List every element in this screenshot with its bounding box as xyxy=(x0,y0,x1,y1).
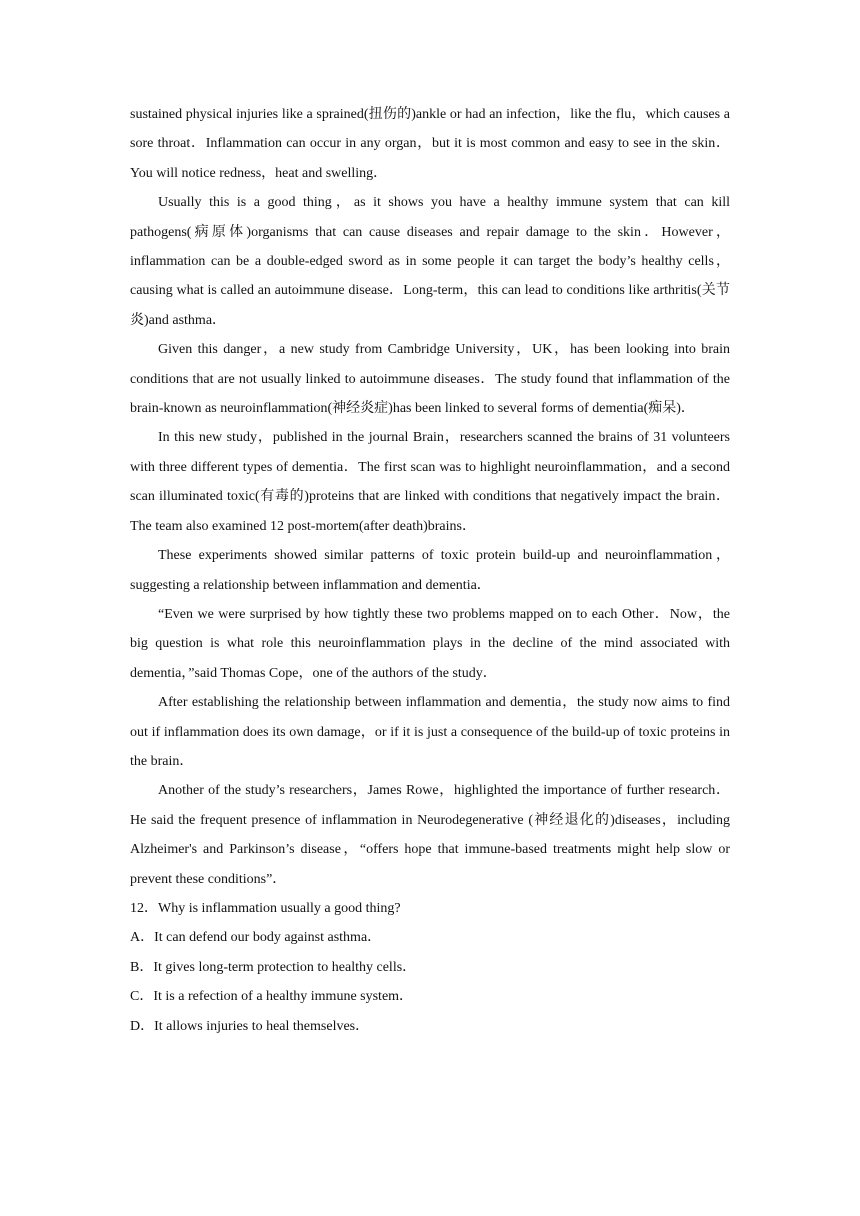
paragraph-6: “Even we were surprised by how tightly these two problems mapped on to each Other．Now，the big question is what role this neuroinflammation plays in the decline of the mind associated with dementia，”said Thomas Cope，one of the authors of the study． xyxy=(130,606,730,681)
paragraph-1: sustained physical injuries like a sprained(扭伤的)ankle or had an infection，like the flu，which causes a sore throat．Inflammation can occur in any organ，but it is most common and easy to see in the skin．You will notice redness，heat and swelling． xyxy=(130,107,730,181)
paragraph-2: Usually this is a good thing，as it shows you have a healthy immune system that can kill pathogens(病原体)organisms that can cause diseases and repair damage to the skin．However，inflammation can be a double-edged sword as in some people it can target the body’s healthy cells，causing what is called an autoimmune disease．Long-term，this can lead to conditions like arthritis(关节炎)and asthma． xyxy=(130,195,730,328)
question-block xyxy=(130,894,730,1041)
option-b: B．It gives long-term protection to healthy cells． xyxy=(130,959,417,975)
paragraph-7: After establishing the relationship between inflammation and dementia，the study now aims to find out if inflammation does its own damage，or if it is just a consequence of the build-up of toxic proteins in the brain． xyxy=(130,695,730,769)
passage xyxy=(130,100,730,894)
paragraph-3: Given this danger，a new study from Cambridge University，UK，has been looking into brain conditions that are not usually linked to autoimmune diseases．The study found that inflammation of the brain-known as neuroinflammation(神经炎症)has been linked to several forms of dementia(痴呆)． xyxy=(130,342,730,417)
paragraph-5: These experiments showed similar patterns of toxic protein build-up and neuroinflammation，suggesting a relationship between inflammation and dementia． xyxy=(130,548,730,593)
option-a: A．It can defend our body against asthma． xyxy=(130,930,382,946)
paragraph-8: Another of the study’s researchers，James Rowe，highlighted the importance of further research．He said the frequent presence of inflammation in Neurodegenerative (神经退化的)diseases，including Alzheimer's and Parkinson’s disease，“offers hope that immune-based treatments might help slow or prevent these conditions”． xyxy=(130,783,730,887)
option-d: D．It allows injuries to heal themselves． xyxy=(130,1018,370,1034)
question-stem: 12．Why is inflammation usually a good thing? xyxy=(130,900,401,916)
option-c: C．It is a refection of a healthy immune system． xyxy=(130,989,414,1005)
paragraph-4: In this new study，published in the journal Brain，researchers scanned the brains of 31 volunteers with three different types of dementia．The first scan was to highlight neuroinflammation，and a second scan illuminated toxic(有毒的)proteins that are linked with conditions that negatively impact the brain．The team also examined 12 post-mortem(after death)brains． xyxy=(130,430,730,534)
document-page xyxy=(130,100,730,1041)
